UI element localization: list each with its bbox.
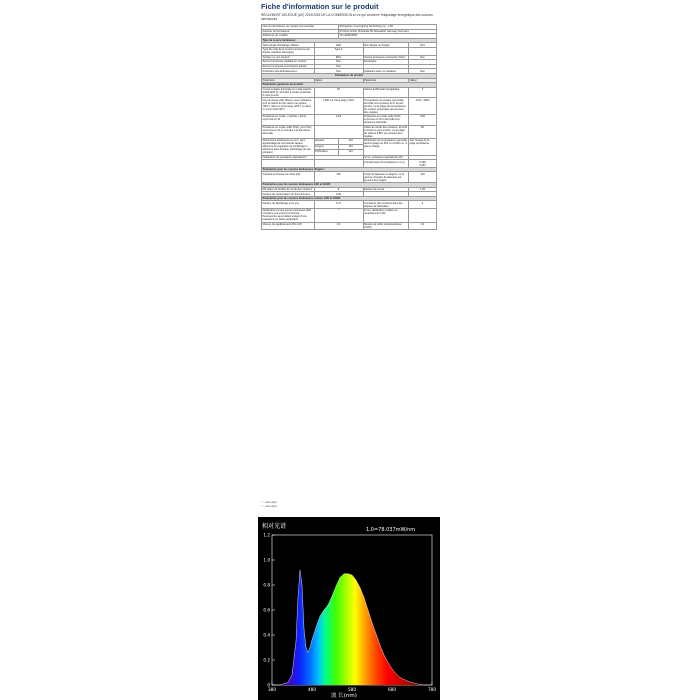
table-row [262, 172, 437, 183]
table-cell: R9 valeur de l'indice de rendu des couleurs [262, 187, 313, 191]
spectrum-point [392, 669, 393, 670]
table-cell: - [409, 60, 437, 65]
spectrum-point [316, 627, 317, 628]
table-cell: Source lumineuse à luminance élevée: [262, 64, 315, 69]
spectrum-point [352, 575, 353, 576]
x-tick-label: 380 [268, 687, 276, 692]
table-row [262, 114, 437, 125]
table-cell: Zhongshan Yi-ai Lighting Technology Co., LTD [339, 25, 437, 30]
footnote: "-" : sans objet; [261, 505, 278, 508]
spectrum-point [432, 685, 433, 686]
table-cell: Puissance en mode veille (Psb), exprimée en W et arrondie à la deuxième décimale [363, 114, 409, 125]
table-cell: 14,8 [314, 114, 363, 125]
table-cell: 1 300 sur Cône large (120)° [314, 98, 363, 115]
table-cell [314, 160, 363, 168]
table-cell: 120 [409, 172, 437, 183]
table-cell: - [409, 209, 437, 223]
table-cell: Constance des couleurs dans les ellipses de MacAdam [363, 201, 409, 209]
y-tick-label: 0.6 [263, 607, 270, 613]
table-cell: Non dirigée ou dirigée: [363, 43, 409, 48]
table-cell: Facteur de survie [363, 187, 409, 192]
x-tick-label: 680 [388, 687, 396, 692]
footnotes [261, 501, 277, 509]
spectrum-point [372, 622, 373, 623]
table-cell: Secteur ou non secteur: [262, 55, 315, 60]
table-cell: Paramètres pour les sources lumineuses dirigées : [262, 167, 437, 172]
spectrum-point [332, 596, 333, 597]
table-cell: Non [314, 64, 363, 69]
table-row [262, 47, 437, 55]
table-cell: Paramètre [363, 78, 409, 83]
table-cell: Non [314, 69, 363, 74]
table-cell: Largeur [314, 144, 339, 150]
table-cell: Déclaration qu'une source lumineuse LED remplace une source lumineuse fluorescente sans ballast intégré d'une puissance en watts particulière. [262, 209, 315, 223]
table-cell: Paramètres pour les sources lumineuses LED et OLED: [262, 183, 437, 188]
spectrum-x-axis-label: 波 长(nm) [331, 693, 357, 699]
parameters-table [261, 24, 437, 230]
table-cell: Déclaration de puissance équivalente* [262, 155, 315, 160]
table-cell: Enveloppe: [363, 60, 409, 65]
table-cell: 110 [339, 144, 364, 150]
sheet-title: Fiche d'information sur le produit [261, 2, 379, 11]
table-cell: Profondeur [314, 150, 339, 156]
product-information-sheet [258, 0, 440, 512]
table-cell: 9 [314, 187, 363, 192]
chromaticity-y: 0,367 [419, 163, 426, 167]
table-cell: Type de source lumineuse: [262, 38, 437, 43]
table-cell: Mesure du papillotement (Pst LM) [262, 222, 315, 230]
x-tick-label: 580 [348, 687, 356, 692]
spectrum-point [344, 574, 345, 575]
table-cell: 82 [409, 125, 437, 139]
table-cell [262, 160, 315, 168]
table-cell: 110 [339, 139, 364, 145]
chromaticity-x: 0,366 [419, 160, 426, 164]
spectrum-point [416, 684, 417, 685]
table-cell: Non [409, 55, 437, 60]
table-row [262, 98, 437, 115]
spectrum-point [336, 586, 337, 587]
table-row [262, 125, 437, 139]
table-cell: Valeur [409, 78, 437, 83]
table-cell: Protection anti-éblouissement: [262, 69, 315, 74]
table-cell: - [409, 155, 437, 160]
spectrum-point [424, 685, 425, 686]
table-cell: Hauteur [314, 139, 339, 145]
y-tick-label: 0.8 [263, 582, 270, 588]
table-cell: Non [409, 69, 437, 74]
y-tick-label: 1.0 [263, 557, 270, 563]
regulation-text: RÈGLEMENT DÉLÉGUÉ (UE) 2019/2015 DE LA COMMISSION en ce qui concerne l'étiquetage énergétique des sources lumineuses [261, 13, 433, 21]
table-cell: Référence du modèle: [262, 34, 339, 39]
table-cell: Valeur [314, 78, 363, 83]
table-cell: -* [314, 209, 363, 223]
table-cell: 0,9 [314, 222, 363, 230]
spectrum-point [408, 681, 409, 682]
table-cell: Flux lumineux utile (Φuse), avec indication qu'il se réfère au flux dans une sphère (360°), dans un cône large (120°) ou dans un cône étroit (90°) [262, 98, 315, 115]
table-cell: Paramètres du produit [262, 73, 437, 78]
table-cell: Source lumineuse réglable en couleur: [262, 60, 315, 65]
table-cell [409, 160, 437, 168]
table-cell: 110 [339, 150, 364, 156]
spectrum-title: 相对光谱 [262, 523, 287, 530]
spectrum-point [368, 610, 369, 611]
footnote: "-" : sans objet; [261, 501, 278, 504]
table-cell: Type F [314, 47, 363, 55]
x-tick-label: 480 [308, 687, 316, 692]
spectrum-point [356, 580, 357, 581]
spectrum-point [400, 677, 401, 678]
table-cell: - [314, 155, 363, 160]
y-tick-label: 0.4 [263, 632, 270, 638]
table-row [262, 222, 437, 230]
table-cell: Type de culot de la source lumineuse (ou d'autre interface électrique) [262, 47, 315, 55]
spectrum-point [292, 675, 293, 676]
spectrum-scale-label: 1.0=78.037mW/nm [366, 527, 416, 533]
table-cell: Source lumineuse connectée (SLC): [363, 55, 409, 60]
table-cell: LED [314, 43, 363, 48]
spectrum-point [280, 685, 281, 686]
table-cell: MLS [314, 55, 363, 60]
table-cell: 15 [314, 87, 363, 98]
table-row [262, 201, 437, 209]
table-cell: Indice de rendu des couleurs, arrondi à l'entier le plus proche, ou la plage de valeurs d'IRC qui peuvent être réglées [364, 125, 407, 138]
table-cell [409, 47, 437, 55]
table-cell: Mesure de l'effet stroboscopique (SVM) [363, 222, 409, 230]
table-cell: Si oui, déclaration relative au remplacement (W) [363, 209, 409, 223]
table-cell: Adresse du fournisseur: [262, 29, 339, 34]
table-row [262, 87, 437, 98]
spectrum-point [320, 616, 321, 617]
spectrum-chart [258, 517, 440, 700]
spectrum-point [288, 682, 289, 683]
table-cell: 700 [314, 172, 363, 183]
spectrum-point [306, 647, 307, 648]
table-cell: Intensité lumineuse de crête (cd) [262, 172, 315, 183]
table-cell: Puissance en mode veille (Psb), pour SLC, exprimée en W et arrondie à la deuxième décimale [262, 125, 315, 139]
table-cell: FF-HA460-B05 [339, 34, 437, 39]
table-cell: Distribution de la puissance spectrale dans la plage de 250 nm à 800 nm, à pleine charge [363, 139, 409, 156]
table-cell: Facteur de déphasage (cos φ1) [262, 201, 315, 209]
spectrum-point [312, 640, 313, 641]
table-cell: Consommation d'énergie en mode marche (kWh/1000 h), arrondie à l'entier supérieur le plus proche [262, 87, 315, 98]
spectrum-point [300, 570, 301, 571]
spectrum-point [388, 662, 389, 663]
table-cell: DLS [409, 43, 437, 48]
table-cell: 0,00 [409, 114, 437, 125]
table-cell: Puissance en mode « marche » (Pon), exprimée en W [262, 114, 315, 125]
table-cell: Coordonnées chromatiques (x et y) [363, 160, 409, 168]
spectrum-point [396, 674, 397, 675]
table-row [262, 209, 437, 223]
spectrum-point [376, 634, 377, 635]
table-cell: 0,96 [314, 192, 363, 197]
table-cell: 4 [409, 201, 437, 209]
table-cell: Dimensions extérieures en mm, sans appareillage de commande séparé, éléments de régulation de l'éclairage ni éléments sans fonction d'éclairage (le cas échéant) [262, 139, 315, 156]
spectrum-point [380, 645, 381, 646]
table-cell: Paramètre [262, 78, 315, 83]
spectrum-point [364, 597, 365, 598]
spectrum-point [272, 685, 273, 686]
y-tick-label: 0.2 [263, 657, 270, 663]
table-cell: Voir l'image de la page précédente [409, 139, 437, 156]
table-cell: F [409, 87, 437, 98]
spectrum-point [384, 655, 385, 656]
table-cell: 0,71 [314, 201, 363, 209]
spectrum-point [360, 587, 361, 588]
table-cell: Nom du fournisseur ou marque commerciale: [262, 25, 339, 30]
table-cell: Utilisation avec un variateur: [363, 69, 409, 74]
table-cell [363, 47, 409, 55]
table-cell: Paramètres pour les sources lumineuses secteur LED et OLED: [262, 196, 437, 201]
table-cell: Paramètres généraux du produit: [262, 83, 437, 88]
table-cell: ProVine GmbH, Breiheide 56 Düsseldorf Germany Germany [339, 29, 437, 34]
table-cell: - [314, 125, 363, 139]
table-cell: Technologie d'éclairage utilisée: [262, 43, 315, 48]
table-cell: Si oui, puissance équivalente (W) [363, 155, 409, 160]
table-cell: Angle de faisceau en degrés, ou la gamme d'angles de faisceau qui peuvent être réglés [363, 172, 409, 183]
spectrum-point [298, 597, 299, 598]
spectrum-point [302, 585, 303, 586]
spectrum-point [340, 577, 341, 578]
spectrum-point [328, 605, 329, 606]
table-cell: 0,4 [409, 222, 437, 230]
spectrum-point [296, 641, 297, 642]
y-tick-label: 0 [267, 682, 270, 688]
spectrum-point [310, 647, 311, 648]
y-tick-label: 1.2 [263, 532, 270, 538]
spectrum-point [324, 610, 325, 611]
table-cell: Facteur de conservation du flux lumineux [262, 192, 315, 197]
spectrum-point [308, 652, 309, 653]
table-cell: 1,00 [409, 187, 437, 192]
spectrum-point [348, 574, 349, 575]
table-cell: Non [314, 60, 363, 65]
x-tick-label: 780 [428, 687, 436, 692]
table-cell: Classe d'efficacité énergétique [363, 87, 409, 98]
table-row [262, 160, 437, 168]
table-cell: Température de couleur proximale, arrondie à la centaine de K la plus proche, ou la plage de températures de couleur proximales qui peuvent être réglées [363, 98, 409, 115]
spectrum-point [304, 629, 305, 630]
spectrum-area [272, 570, 432, 685]
table-cell: 2700 - 6500 [409, 98, 437, 115]
